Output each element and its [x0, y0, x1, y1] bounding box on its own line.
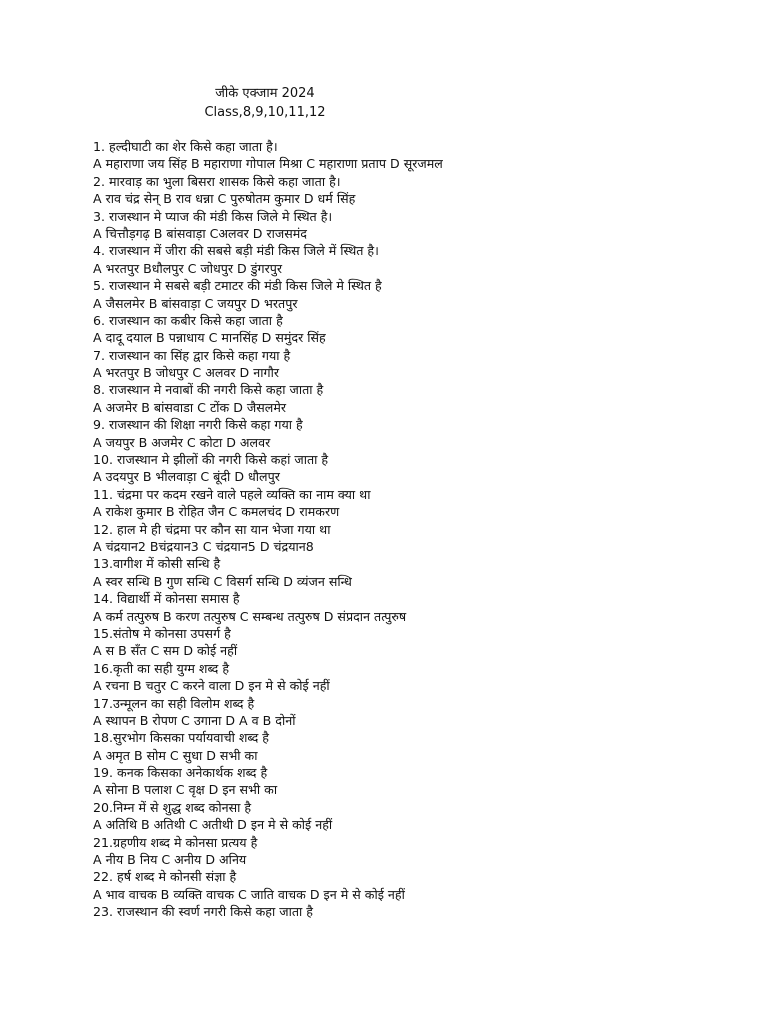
question-text: 16.कृती का सही युग्म शब्द है: [93, 660, 230, 676]
question-text: 22. हर्ष शब्द मे कोनसी संज्ञा है: [93, 869, 237, 885]
answer-options: A भाव वाचक B व्यक्ति वाचक C जाति वाचक D इन मे से कोई नहीं: [93, 886, 405, 902]
exam-header: [180, 84, 350, 122]
answer-options: A भरतपुर B जोधपुर C अलवर D नागौर: [93, 365, 279, 381]
question-text: 4. राजस्थान में जीरा की सबसे बड़ी मंडी किस जिले में स्थित है।: [93, 243, 379, 259]
question-text: 17.उन्मूलन का सही विलोम शब्द है: [93, 695, 255, 711]
answer-options: A राव चंद्र सेन् B राव धन्ना C पुरुषोतम कुमार D धर्म सिंह: [93, 191, 356, 207]
question-text: 18.सुरभोग किसका पर्यायवाची शब्द है: [93, 730, 269, 746]
question-text: 13.वागीश में कोसी सन्धि है: [93, 556, 221, 572]
answer-options: A रचना B चतुर C करने वाला D इन मे से कोई नहीं: [93, 678, 330, 694]
question-text: 21.ग्रहणीय शब्द मे कोनसा प्रत्यय है: [93, 834, 258, 850]
answer-options: A स्वर सन्धि B गुण सन्धि C विसर्ग सन्धि D व्यंजन सन्धि: [93, 573, 352, 589]
question-text: 5. राजस्थान मे सबसे बड़ी टमाटर की मंडी किस जिले मे स्थित है: [93, 278, 382, 294]
answer-options: A अजमेर B बांसवाडा C टोंक D जैसलमेर: [93, 399, 287, 415]
answer-options: A स्थापन B रोपण C उगाना D A व B दोनों: [93, 712, 296, 728]
question-text: 8. राजस्थान मे नवाबों की नगरी किसे कहा जाता है: [93, 382, 324, 398]
question-text: 11. चंद्रमा पर कदम रखने वाले पहले व्यक्ति का नाम क्या था: [93, 486, 371, 502]
question-text: 12. हाल मे ही चंद्रमा पर कौन सा यान भेजा गया था: [93, 521, 331, 537]
question-text: 14. विद्यार्थी में कोनसा समास है: [93, 591, 240, 607]
answer-options: A राकेश कुमार B रोहित जैन C कमलचंद D रामकरण: [93, 504, 340, 520]
answer-options: A महाराणा जय सिंह B महाराणा गोपाल मिश्रा C महाराणा प्रताप D सूरजमल: [93, 156, 443, 172]
answer-options: A जैसलमेर B बांसवाड़ा C जयपुर D भरतपुर: [93, 295, 298, 311]
question-text: 10. राजस्थान मे झीलों की नगरी किसे कहां जाता है: [93, 452, 329, 468]
answer-options: A जयपुर B अजमेर C कोटा D अलवर: [93, 434, 271, 450]
answer-options: A चित्तौड़गढ़ B बांसवाड़ा Cअलवर D राजसमंद: [93, 225, 307, 241]
exam-classes: Class,8,9,10,11,12: [204, 105, 326, 120]
answer-options: A सोना B पलाश C वृक्ष D इन सभी का: [93, 782, 278, 798]
answer-options: A भरतपुर Bधौलपुर C जोधपुर D डुंगरपुर: [93, 260, 283, 276]
question-text: 3. राजस्थान मे प्याज की मंडी किस जिले मे स्थित है।: [93, 208, 333, 224]
question-text: 23. राजस्थान की स्वर्ण नगरी किसे कहा जाता है: [93, 904, 313, 920]
question-text: 9. राजस्थान की शिक्षा नगरी किसे कहा गया है: [93, 417, 303, 433]
question-text: 1. हल्दीघाटी का शेर किसे कहा जाता है।: [93, 139, 278, 154]
answer-options: A स B सँत C सम D कोई नहीं: [93, 643, 238, 659]
question-text: 20.निम्न में से शुद्ध शब्द कोनसा है: [93, 799, 252, 815]
answer-options: A नीय B निय C अनीय D अनिय: [93, 852, 247, 868]
answer-options: A अमृत B सोम C सुधा D सभी का: [93, 747, 258, 763]
answer-options: A दादू दयाल B पन्नाधाय C मानसिंह D समुंदर सिंह: [93, 330, 326, 346]
question-text: 6. राजस्थान का कबीर किसे कहा जाता है: [93, 312, 283, 328]
question-text: 19. कनक किसका अनेकार्थक शब्द है: [93, 765, 268, 781]
question-list: [93, 138, 753, 921]
question-text: 7. राजस्थान का सिंह द्वार किसे कहा गया है: [93, 347, 291, 363]
answer-options: A कर्म तत्पुरुष B करण तत्पुरुष C सम्बन्ध तत्पुरुष D संप्रदान तत्पुरुष: [93, 608, 407, 624]
question-text: 15.संतोष मे कोनसा उपसर्ग है: [93, 625, 231, 641]
answer-options: A चंद्रयान2 Bचंद्रयान3 C चंद्रयान5 D चंद्रयान8: [93, 538, 314, 554]
exam-title: जीके एक्जाम 2024: [215, 86, 315, 101]
answer-options: A उदयपुर B भीलवाड़ा C बूंदी D धौलपुर: [93, 469, 280, 485]
answer-options: A अतिथि B अतिथी C अतीथी D इन मे से कोई नहीं: [93, 817, 333, 833]
question-text: 2. मारवाड़ का भुला बिसरा शासक किसे कहा जाता है।: [93, 173, 341, 189]
